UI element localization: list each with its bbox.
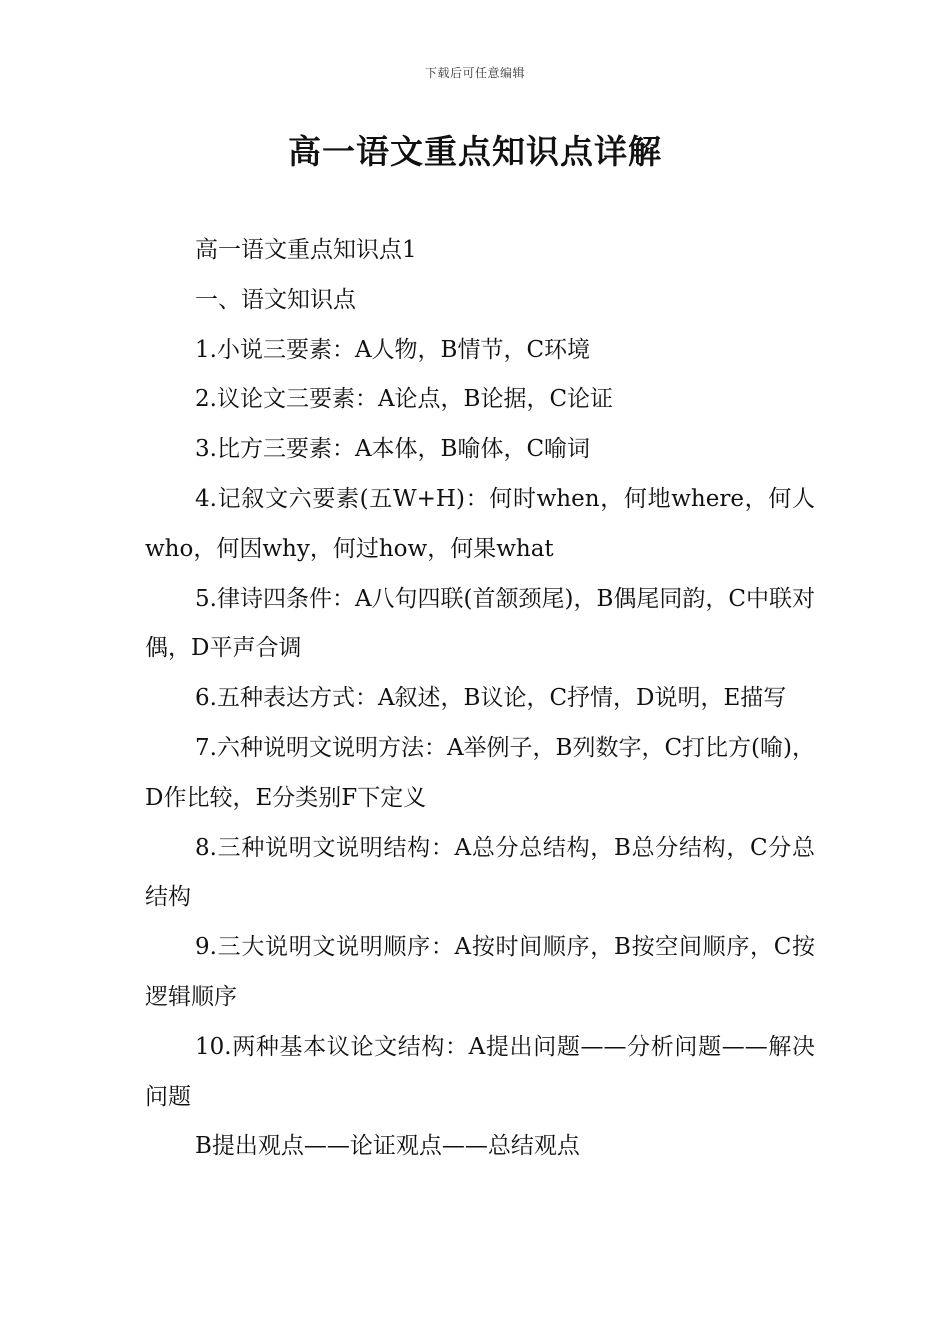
header-note: 下载后可任意编辑 [424, 66, 525, 80]
paragraph: 高一语文重点知识点1 [195, 237, 417, 263]
document-body [145, 226, 815, 1172]
paragraph: 2.议论文三要素：A论点，B论据，C论证 [195, 386, 614, 413]
paragraph: 8.三种说明文说明结构：A总分总结构，B总分结构，C分总结构 [145, 834, 815, 911]
paragraph: 6.五种表达方式：A叙述，B议论，C抒情，D说明，E描写 [195, 685, 787, 712]
paragraph: 4.记叙文六要素(五W+H)：何时when，何地where，何人who，何因why，何过how，何果what [145, 485, 815, 562]
paragraph: B提出观点——论证观点——总结观点 [195, 1133, 580, 1160]
paragraph: 5.律诗四条件：A八句四联(首颔颈尾)，B偶尾同韵，C中联对偶，D平声合调 [145, 585, 816, 662]
paragraph: 1.小说三要素：A人物，B情节，C环境 [195, 336, 591, 363]
paragraph: 7.六种说明文说明方法：A举例子，B列数字，C打比方(喻)，D作比较，E分类别F下定义 [145, 734, 816, 811]
paragraph: 一、语文知识点 [195, 286, 356, 313]
paragraph: 9.三大说明文说明顺序：A按时间顺序，B按空间顺序，C按逻辑顺序 [145, 934, 815, 1010]
document-title: 高一语文重点知识点详解 [288, 132, 662, 171]
paragraph: 3.比方三要素：A本体，B喻体，C喻词 [195, 436, 591, 463]
paragraph: 10.两种基本议论文结构：A提出问题——分析问题——解决问题 [145, 1033, 815, 1110]
